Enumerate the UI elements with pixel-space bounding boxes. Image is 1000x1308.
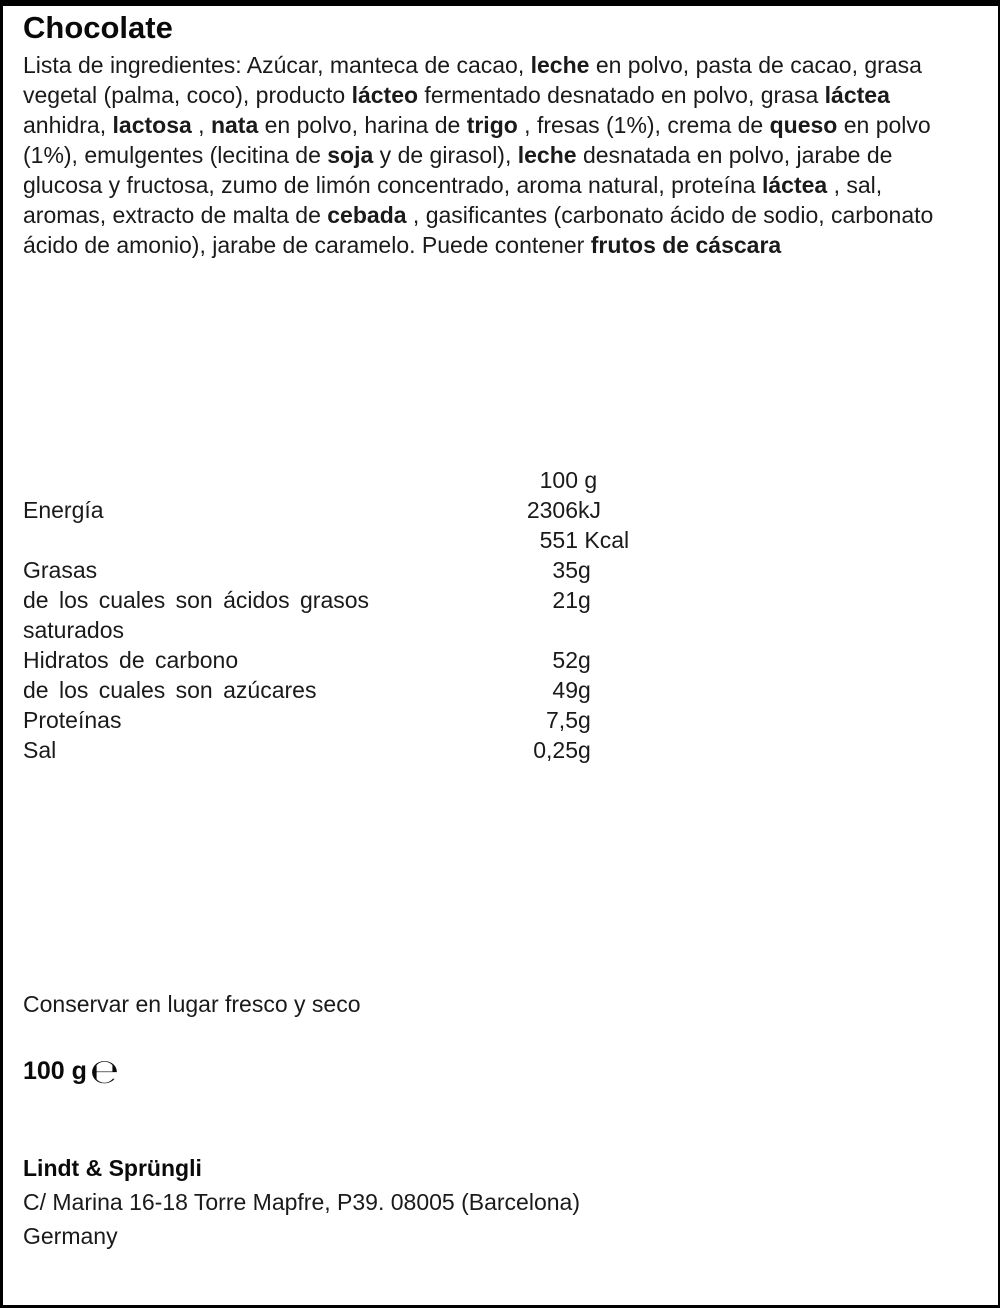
nutrition-row-label: de los cuales son azúcares xyxy=(23,677,317,703)
nutrition-row-value: 21 xyxy=(552,587,578,613)
ingredients-text: Lista de ingredientes: Azúcar, manteca de cacao, leche en polvo, pasta de cacao, grasa vegetal (palma, coco), producto lácteo fermentado desnatado en polvo, grasa láctea anhidra, lactosa , nata en polvo, harina de trigo , fresas (1%), crema de queso en polvo (1%), emulgentes (lecitina de soja y de girasol), leche desnatada en polvo, jarabe de glucosa y fructosa, zumo de limón concentrado, aroma natural, proteína láctea , sal, aromas, extracto de malta de cebada , gasificantes (carbonato ácido de sodio, carbonato ácido de amonio), jarabe de caramelo. Puede contener frutos de cáscara xyxy=(23,52,934,258)
manufacturer-country: Germany xyxy=(23,1223,118,1249)
nutrition-row-value: 0,25 xyxy=(533,737,578,763)
nutrition-row-value: 35 xyxy=(552,557,578,583)
page-title: Chocolate xyxy=(23,10,173,45)
nutrition-row-value: 52 xyxy=(552,647,578,673)
nutrition-row-label: Sal xyxy=(23,737,57,763)
table-row xyxy=(23,675,978,705)
nutrition-row-unit: g xyxy=(578,587,591,613)
table-row xyxy=(23,495,978,525)
net-weight-amount: 100 g xyxy=(23,1057,87,1085)
nutrition-header-unit: g xyxy=(578,467,598,493)
nutrition-row-unit: g xyxy=(578,647,591,673)
nutrition-row-unit: g xyxy=(578,707,591,733)
estimated-sign-icon: ℮ xyxy=(89,1052,119,1092)
nutrition-header-row xyxy=(23,465,978,495)
nutrition-row-unit: g xyxy=(578,677,591,703)
table-row xyxy=(23,705,978,735)
nutrition-row-label: Hidratos de carbono xyxy=(23,647,239,673)
table-row xyxy=(23,585,978,645)
nutrition-row-value: 551 xyxy=(539,527,578,553)
nutrition-row-label: Proteínas xyxy=(23,707,122,733)
nutrition-table xyxy=(23,465,978,765)
manufacturer-block xyxy=(23,1151,978,1253)
table-row xyxy=(23,645,978,675)
table-row xyxy=(23,735,978,765)
nutrition-row-unit: g xyxy=(578,557,591,583)
nutrition-row-unit: Kcal xyxy=(578,527,630,553)
nutrition-row-label: Grasas xyxy=(23,557,98,583)
nutrition-row-unit: kJ xyxy=(578,497,601,523)
nutrition-row-value: 7,5 xyxy=(546,707,578,733)
manufacturer-name: Lindt & Sprüngli xyxy=(23,1155,202,1181)
nutrition-row-label: Energía xyxy=(23,497,104,523)
nutrition-row-value: 49 xyxy=(552,677,578,703)
nutrition-row-value: 2306 xyxy=(526,497,578,523)
net-weight xyxy=(23,1052,978,1092)
storage-instructions: Conservar en lugar fresco y seco xyxy=(23,991,361,1017)
nutrition-row-unit: g xyxy=(578,737,591,763)
nutrition-row-label: de los cuales son ácidos grasos saturados xyxy=(23,587,370,643)
table-row xyxy=(23,525,978,555)
manufacturer-address: C/ Marina 16-18 Torre Mapfre, P39. 08005 (Barcelona) xyxy=(23,1189,580,1215)
table-row xyxy=(23,555,978,585)
nutrition-header-value: 100 xyxy=(539,467,578,493)
